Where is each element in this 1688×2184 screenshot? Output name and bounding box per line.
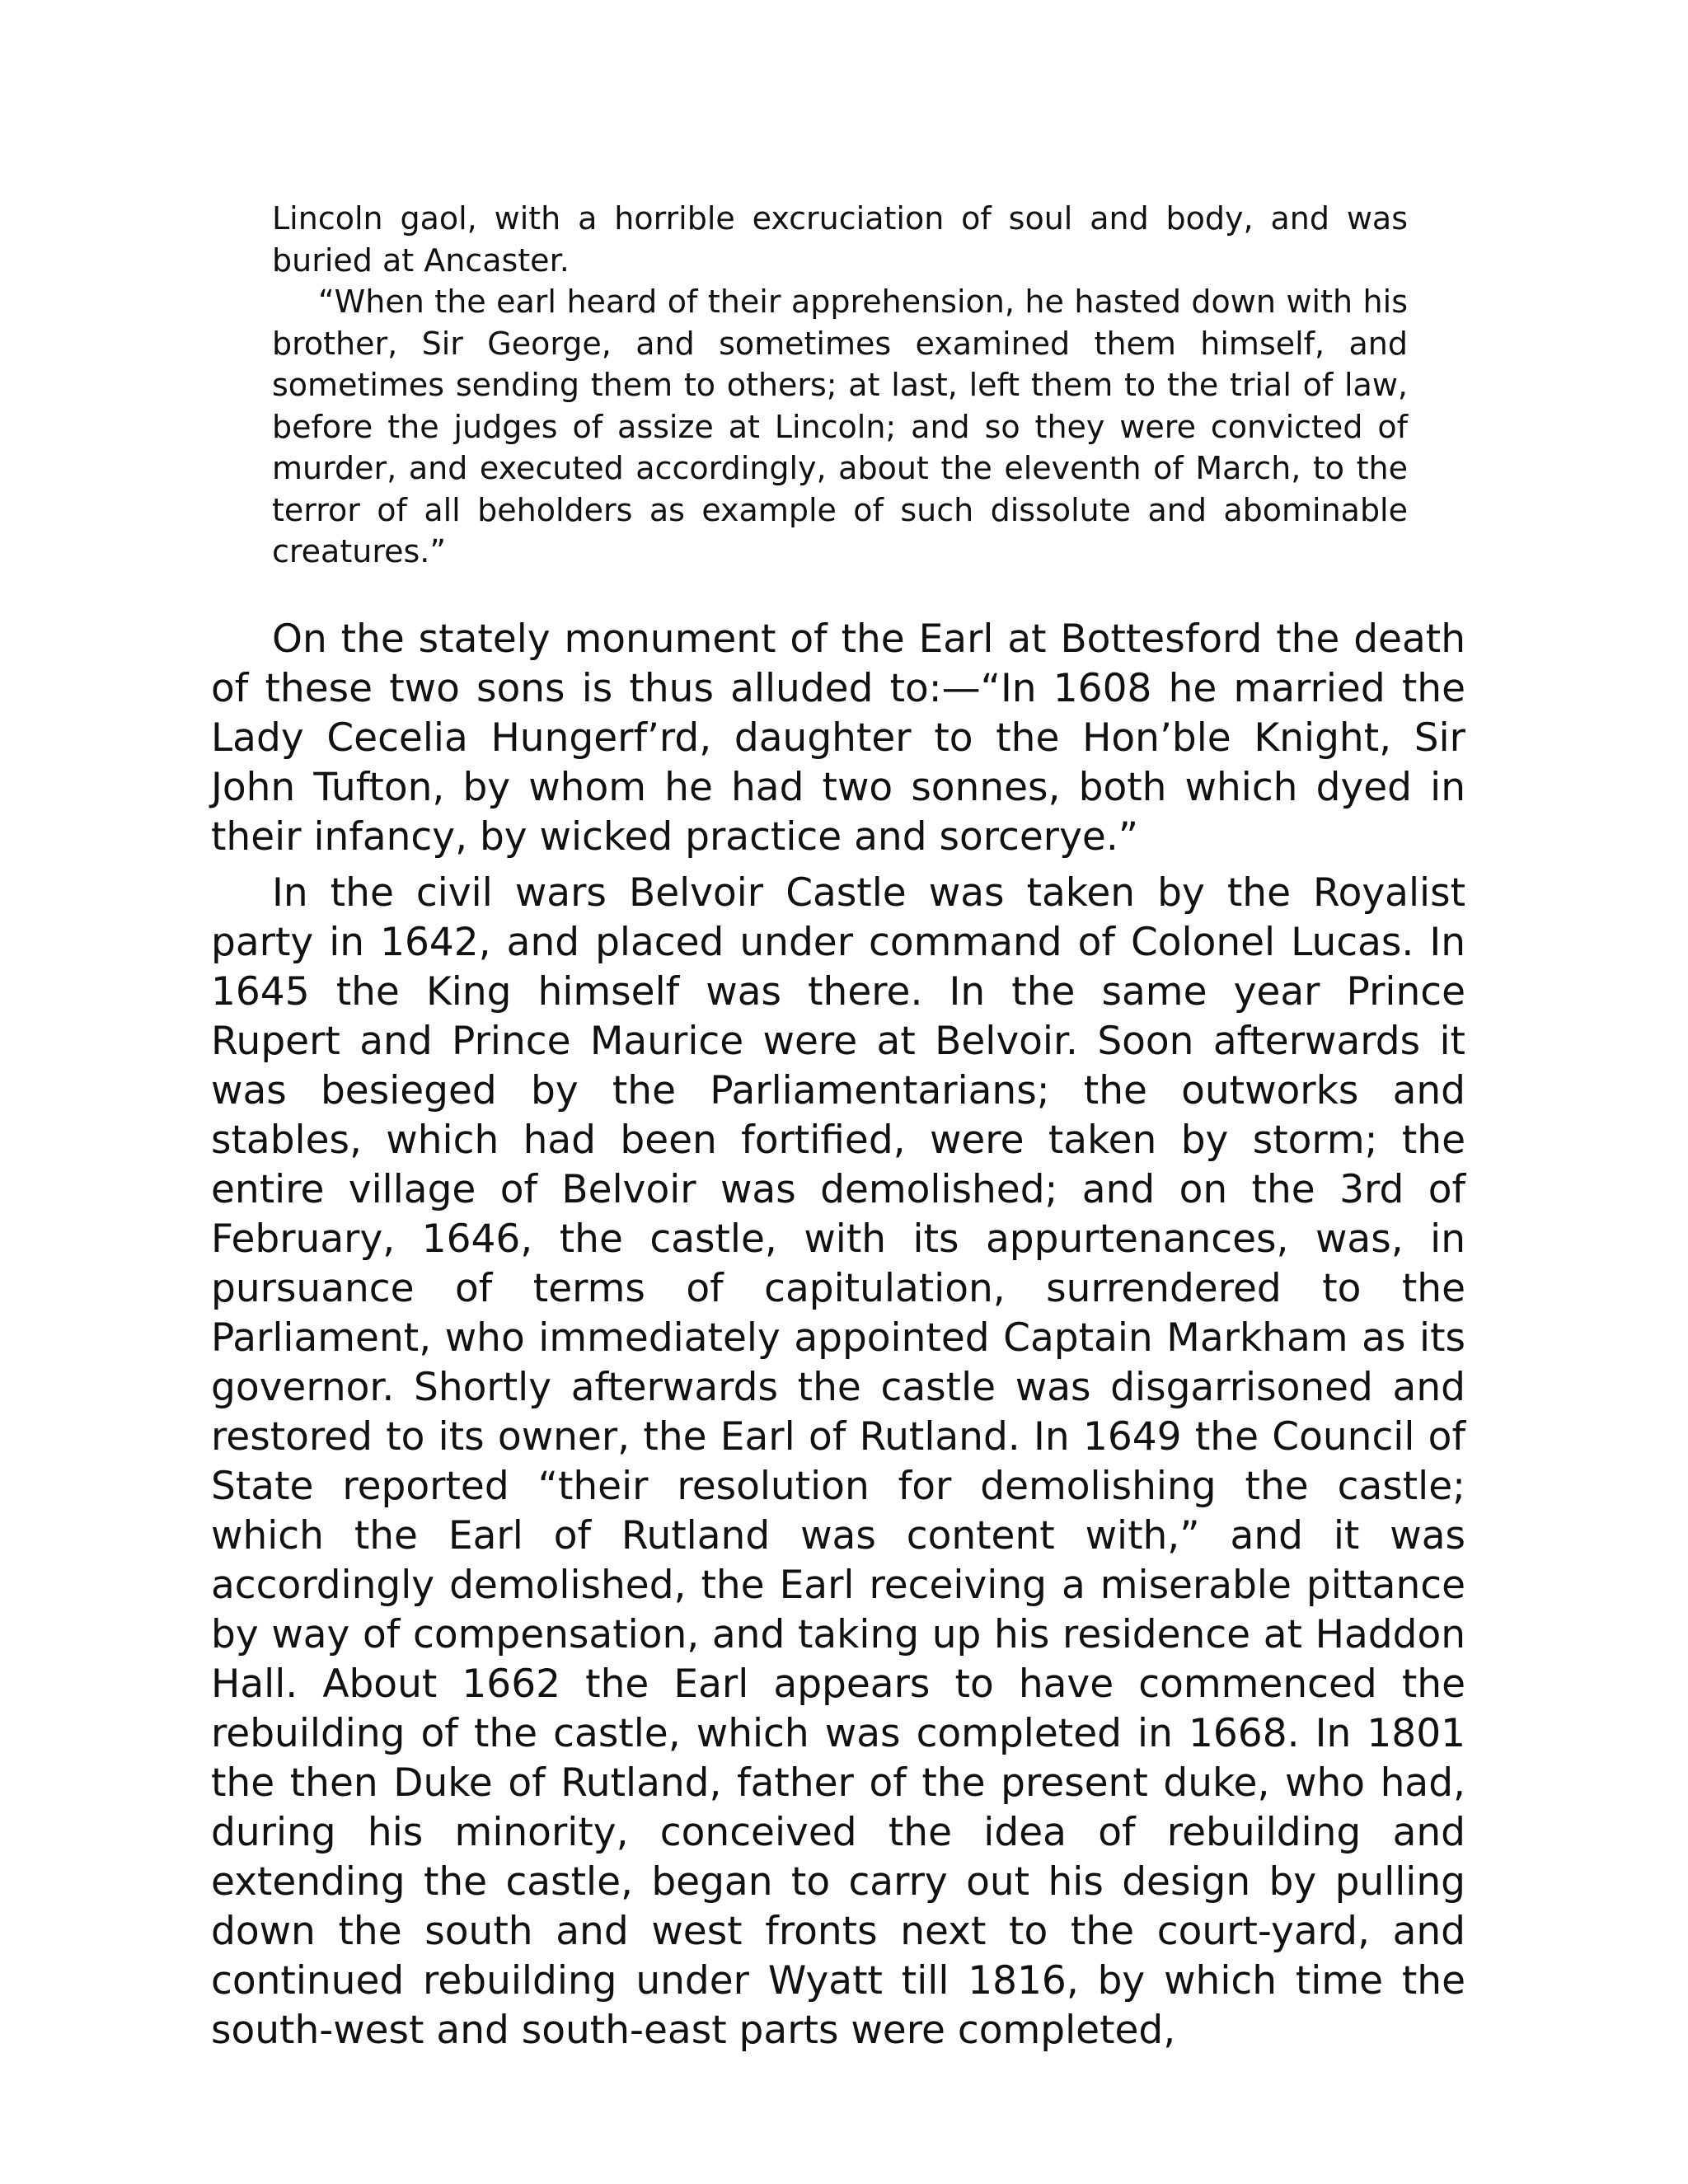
quote-paragraph-earl: “When the earl heard of their apprehension, he hasted down with his brother, Sir George, and sometimes examined them himself, and sometimes sending them to others; at last, left them to the trial of law, before the judges of assize at Lincoln; and so they were convicted of murder, and executed accordingly, about the eleventh of March, to the terror of all beholders as example of such dissolute and abominable creatures.” (272, 284, 1408, 569)
block-quote (272, 198, 1408, 573)
paragraph-monument: On the stately monument of the Earl at Bottesford the death of these two sons is thus alluded to:—“In 1608 he married the Lady Cecelia Hungerf’rd, daughter to the Hon’ble Knight, Sir John Tufton, by whom he had two sonnes, both which dyed in their infancy, by wicked practice and sorcerye.” (211, 616, 1465, 860)
body-text (211, 615, 1465, 2055)
paragraph-civil-wars: In the civil wars Belvoir Castle was taken by the Royalist party in 1642, and placed under command of Colonel Lucas. In 1645 the King himself was there. In the same year Prince Rupert and Prince Maurice were at Belvoir. Soon afterwards it was besieged by the Parliamentarians; the outworks and stables, which had been fortified, were taken by storm; the entire village of Belvoir was demolished; and on the 3rd of February, 1646, the castle, with its appurtenances, was, in pursuance of terms of capitulation, surrendered to the Parliament, who immediately appointed Captain Markham as its governor. Shortly afterwards the castle was disgarrisoned and restored to its owner, the Earl of Rutland. In 1649 the Council of State reported “their resolution for demolishing the castle; which the Earl of Rutland was content with,” and it was accordingly demolished, the Earl receiving a miserable pittance by way of compensation, and taking up his residence at Haddon Hall. About 1662 the Earl appears to have commenced the rebuilding of the castle, which was completed in 1668. In 1801 the then Duke of Rutland, father of the present duke, who had, during his minority, conceived the idea of rebuilding and extending the castle, began to carry out his design by pulling down the south and west fronts next to the court-yard, and continued rebuilding under Wyatt till 1816, by which time the south-west and south-east parts were completed, (211, 870, 1465, 2053)
quote-paragraph-continuation: Lincoln gaol, with a horrible excruciation of soul and body, and was buried at Ancaster. (272, 200, 1408, 279)
